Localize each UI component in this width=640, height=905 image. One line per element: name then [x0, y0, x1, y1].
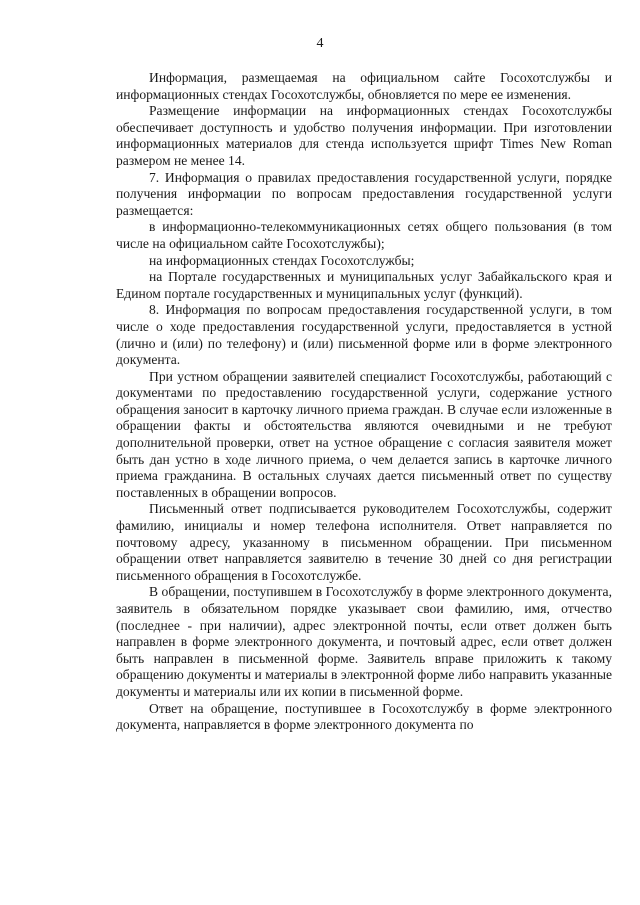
- paragraph-portals: на Портале государственных и муниципальных услуг Забайкальского края и Едином портале государственных и муниципальных услуг (функций).: [116, 269, 612, 301]
- paragraph-stands: на информационных стендах Госохотслужбы;: [149, 252, 415, 268]
- paragraph-info-update: Информация, размещаемая на официальном сайте Госохотслужбы и информационных стендах Госохотслужбы, обновляется по мере ее изменения.: [116, 70, 612, 102]
- paragraph-stand-placement: Размещение информации на информационных стендах Госохотслужбы обеспечивает доступность и удобство получения информации. При изготовлении информационных материалов для стенда используется шрифт Times New Roman размером не менее 14.: [116, 103, 612, 168]
- paragraph-written-answer: Письменный ответ подписывается руководителем Госохотслужбы, содержит фамилию, инициалы и номер телефона исполнителя. Ответ направляется по почтовому адресу, указанному в письменном обращении. При письменном обращении ответ направляется заявителю в течение 30 дней со дня регистрации письменного обращения в Госохотслужбе.: [116, 501, 612, 583]
- page-number: 4: [316, 36, 324, 51]
- paragraph-oral-request: При устном обращении заявителей специалист Госохотслужбы, работающий с документами по предоставлению государственной услуги, содержание устного обращения заносит в карточку личного приема граждан. В случае если изложенные в обращении факты и обстоятельства являются очевидными и не требуют дополнительной проверки, ответ на устное обращение с согласия заявителя может быть дан устно в ходе личного приема, о чем делается запись в карточке личного приема гражданина. В остальных случаях дается письменный ответ по существу поставленных в обращении вопросов.: [116, 368, 612, 500]
- paragraph-electronic-request: В обращении, поступившем в Госохотслужбу в форме электронного документа, заявитель в обязательном порядке указывает свои фамилию, имя, отчество (последнее - при наличии), адрес электронной почты, если ответ должен быть направлен в форме электронного документа, и почтовый адрес, если ответ должен быть направлен в письменной форме. Заявитель вправе приложить к такому обращению документы и материалы в электронной форме либо направить указанные документы и материалы или их копии в письменной форме.: [116, 584, 612, 699]
- paragraph-electronic-answer: Ответ на обращение, поступившее в Госохотслужбу в форме электронного документа, направляется в форме электронного документа по: [116, 700, 612, 733]
- paragraph-networks: в информационно-телекоммуникационных сетях общего пользования (в том числе на официальном сайте Госохотслужбы);: [116, 219, 612, 251]
- paragraph-item-8: 8. Информация по вопросам предоставления государственной услуги, в том числе о ходе предоставления государственной услуги, предоставляется в устной (лично и (или) по телефону) и (или) письменной форме или в форме электронного документа.: [116, 302, 612, 368]
- paragraph-item-7: 7. Информация о правилах предоставления государственной услуги, порядке получения информации по вопросам предоставления государственной услуги размещается:: [116, 169, 612, 218]
- document-body: [116, 70, 612, 734]
